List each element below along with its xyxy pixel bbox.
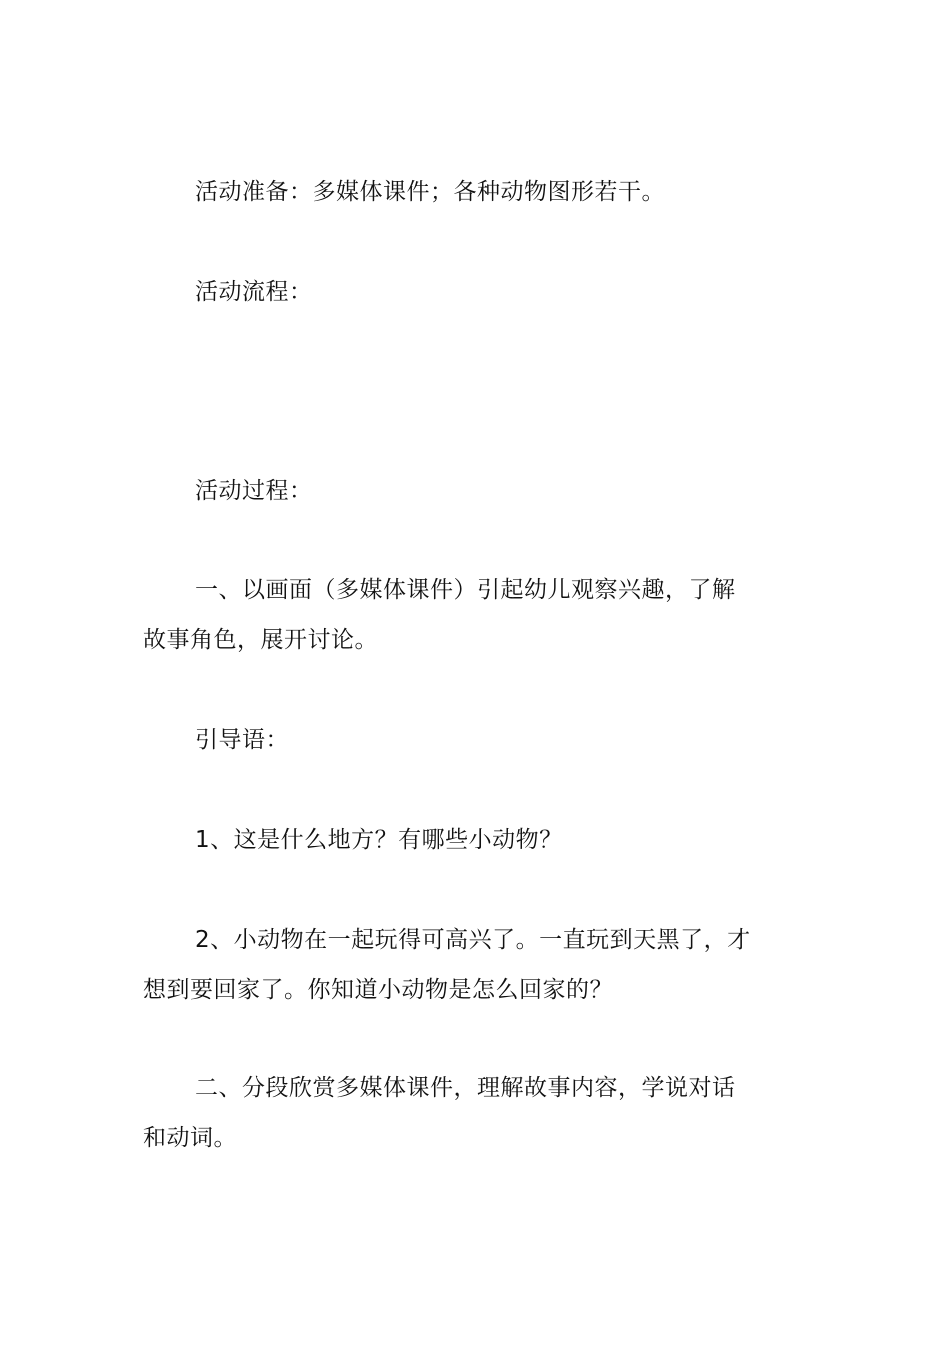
section-one-paragraph: 一、以画面（多媒体课件）引起幼儿观察兴趣，了解故事角色，展开讨论。 <box>143 577 736 653</box>
guide-words-heading: 引导语： <box>195 727 289 753</box>
activity-flow-heading: 活动流程： <box>195 279 313 305</box>
activity-process-heading: 活动过程： <box>195 478 313 504</box>
guide-question-1: 1、这是什么地方？有哪些小动物？ <box>195 827 563 853</box>
section-two-paragraph: 二、分段欣赏多媒体课件，理解故事内容，学说对话和动词。 <box>143 1075 736 1151</box>
activity-preparation-paragraph: 活动准备：多媒体课件；各种动物图形若干。 <box>195 179 665 205</box>
guide-question-2: 2、小动物在一起玩得可高兴了。一直玩到天黑了，才想到要回家了。你知道小动物是怎么回家的？ <box>143 927 751 1003</box>
